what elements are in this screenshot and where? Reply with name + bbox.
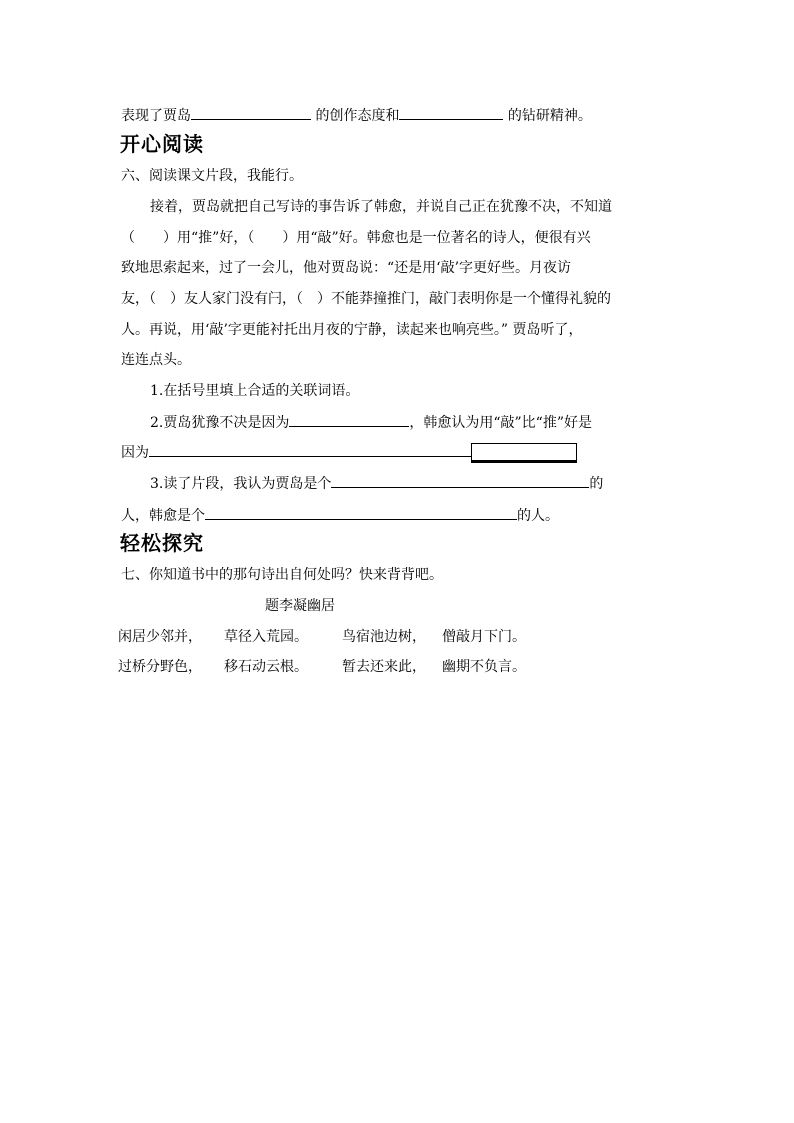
poem-verse: 移石动云根。: [224, 659, 308, 675]
sub-question-3: [150, 473, 603, 494]
intro-text-2: 的创作态度和: [311, 108, 400, 124]
poem-verse: 鸟宿池边树，: [342, 629, 426, 645]
sub-question-3-cont: [121, 505, 559, 526]
question-seven: 七、你知道书中的那句诗出自何处吗？快来背背吧。: [121, 567, 443, 583]
sub-question-2-text-c: 因为: [121, 445, 149, 461]
poem-line-2: [118, 657, 526, 677]
poem-line-1: [118, 627, 526, 647]
passage-line-5: 人。再说，用‘敲’字更能衬托出月夜的宁静，读起来也响亮些。” 贾岛听了，: [121, 322, 583, 338]
answer-blank[interactable]: [205, 505, 517, 520]
sub-question-2-text-a: 2.贾岛犹豫不决是因为: [150, 415, 290, 431]
intro-text-1: 表现了贾岛: [121, 108, 191, 124]
passage-line-3: 致地思索起来，过了一会儿，他对贾岛说：“还是用‘敲’字更好些。月夜访: [121, 260, 572, 276]
poem-verse: 暂去还来此，: [342, 659, 426, 675]
sub-question-3-text-b: 的: [589, 476, 604, 492]
section-heading-reading: 开心阅读: [120, 132, 204, 156]
poem-verse: 幽期不负言。: [442, 659, 526, 675]
answer-blank[interactable]: [399, 105, 503, 120]
answer-box[interactable]: [471, 443, 577, 463]
passage-line-2: （ ）用“推”好，（ ）用“敲”好。韩愈也是一位著名的诗人，便很有兴: [121, 230, 591, 246]
sub-question-2: [150, 412, 592, 433]
answer-blank[interactable]: [331, 473, 589, 488]
passage-line-4: 友，（ ）友人家门没有闩，（ ）不能莽撞推门，敲门表明你是一个懂得礼貌的: [121, 291, 611, 307]
sub-question-3-text-a: 3.读了片段，我认为贾岛是个: [150, 476, 332, 492]
poem-verse: 僧敲月下门。: [442, 629, 526, 645]
answer-blank[interactable]: [289, 412, 409, 427]
sub-question-2-cont: [121, 442, 577, 463]
intro-line: [121, 105, 592, 126]
poem-title: 题李凝幽居: [265, 598, 335, 614]
poem-verse: 过桥分野色，: [118, 659, 202, 675]
section-heading-explore: 轻松探究: [120, 531, 204, 555]
passage-line-6: 连连点头。: [121, 352, 191, 368]
intro-text-3: 的钻研精神。: [503, 108, 592, 124]
passage-line-1: 接着，贾岛就把自己写诗的事告诉了韩愈，并说自己正在犹豫不决，不知道: [150, 199, 612, 215]
poem-verse: 草径入荒园。: [224, 629, 308, 645]
sub-question-3-text-c: 人，韩愈是个: [121, 508, 205, 524]
answer-blank[interactable]: [191, 105, 311, 120]
sub-question-3-text-d: 的人。: [517, 508, 559, 524]
sub-question-2-text-b: ，韩愈认为用“敲”比“推”好是: [409, 415, 592, 431]
question-six: 六、阅读课文片段，我能行。: [121, 168, 303, 184]
answer-blank[interactable]: [149, 442, 471, 457]
poem-verse: 闲居少邻并，: [118, 629, 202, 645]
sub-question-1: 1.在括号里填上合适的关联词语。: [150, 383, 360, 399]
